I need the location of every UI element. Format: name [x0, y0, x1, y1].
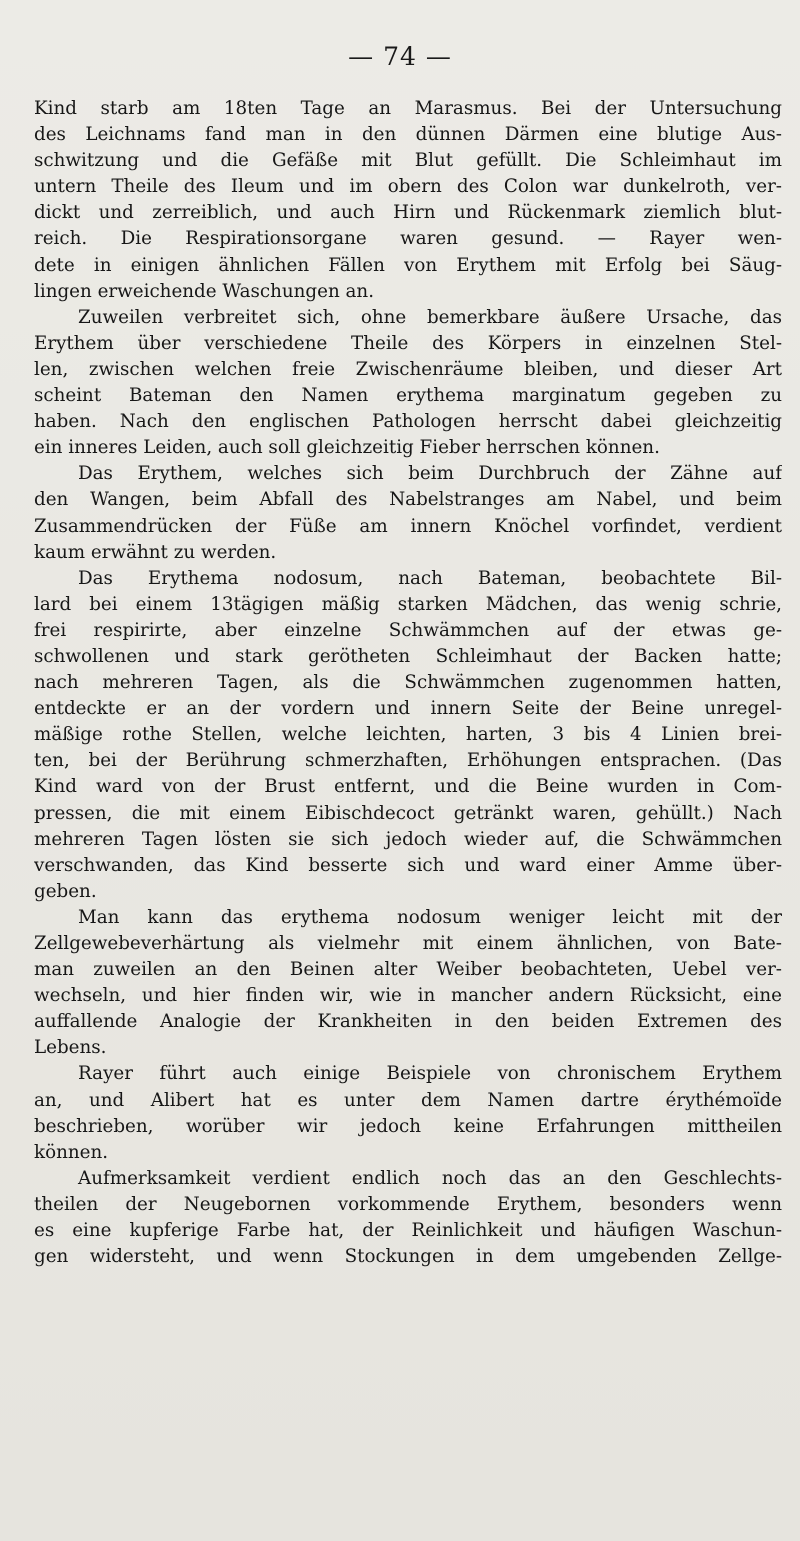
text-line: verschwanden, das Kind besserte sich und ward einer Amme über-: [34, 854, 782, 876]
text-line: frei respirirte, aber einzelne Schwämmchen auf der etwas ge-: [34, 619, 782, 641]
text-line: mehreren Tagen lösten sie sich jedoch wieder auf, die Schwämmchen: [34, 828, 782, 850]
text-line: Aufmerksamkeit verdient endlich noch das an den Geschlechts-: [78, 1167, 782, 1189]
text-line: untern Theile des Ileum und im obern des Colon war dunkelroth, ver-: [34, 176, 782, 198]
text-line: nach mehreren Tagen, als die Schwämmchen zugenommen hatten,: [34, 672, 782, 694]
text-line: dete in einigen ähnlichen Fällen von Erythem mit Erfolg bei Säug-: [34, 254, 782, 276]
text-line: lard bei einem 13tägigen mäßig starken Mädchen, das wenig schrie,: [34, 593, 782, 615]
text-line: pressen, die mit einem Eibischdecoct getränkt waren, gehüllt.) Nach: [34, 802, 782, 824]
text-line: schwitzung und die Gefäße mit Blut gefüllt. Die Schleimhaut im: [34, 150, 782, 172]
page-number: — 74 —: [348, 42, 452, 71]
text-line: Kind starb am 18ten Tage an Marasmus. Bei der Untersuchung: [34, 98, 782, 119]
text-line: an, und Alibert hat es unter dem Namen dartre érythémoïde: [34, 1089, 782, 1111]
page-text: [34, 96, 782, 1270]
text-line: dickt und zerreiblich, und auch Hirn und Rückenmark ziemlich blut-: [34, 202, 782, 224]
text-line: Erythem über verschiedene Theile des Körpers in einzelnen Stel-: [34, 332, 782, 354]
text-line: kaum erwähnt zu werden.: [34, 541, 277, 563]
text-line: den Wangen, beim Abfall des Nabelstranges am Nabel, und beim: [34, 489, 782, 511]
text-line: Kind ward von der Brust entfernt, und die Beine wurden in Com-: [34, 776, 782, 798]
text-line: haben. Nach den englischen Pathologen herrscht dabei gleichzeitig: [34, 411, 782, 433]
text-line: beschrieben, worüber wir jedoch keine Erfahrungen mittheilen: [34, 1115, 782, 1137]
text-line: des Leichnams fand man in den dünnen Därmen eine blutige Aus-: [34, 124, 782, 146]
text-line: auffallende Analogie der Krankheiten in den beiden Extremen des: [34, 1011, 782, 1033]
text-line: Zusammendrücken der Füße am innern Knöchel vorfindet, verdient: [34, 515, 782, 537]
text-line: mäßige rothe Stellen, welche leichten, harten, 3 bis 4 Linien brei-: [34, 724, 782, 746]
text-line: wechseln, und hier finden wir, wie in mancher andern Rücksicht, eine: [34, 985, 782, 1007]
text-line: können.: [34, 1141, 109, 1163]
text-line: gen widersteht, und wenn Stockungen in dem umgebenden Zellge-: [34, 1246, 782, 1268]
text-line: Rayer führt auch einige Beispiele von chronischem Erythem: [78, 1063, 782, 1085]
text-line: Zellgewebeverhärtung als vielmehr mit einem ähnlichen, von Bate-: [34, 933, 782, 954]
text-line: len, zwischen welchen freie Zwischenräume bleiben, und dieser Art: [34, 358, 782, 380]
text-line: Das Erythem, welches sich beim Durchbruch der Zähne auf: [78, 463, 782, 485]
text-line: Man kann das erythema nodosum weniger leicht mit der: [78, 906, 782, 928]
text-line: man zuweilen an den Beinen alter Weiber beobachteten, Uebel ver-: [34, 959, 782, 981]
text-line: ein inneres Leiden, auch soll gleichzeitig Fieber herrschen können.: [34, 437, 660, 459]
text-line: Das Erythema nodosum, nach Bateman, beobachtete Bil-: [78, 567, 782, 589]
text-line: lingen erweichende Waschungen an.: [34, 280, 375, 302]
text-line: reich. Die Respirationsorgane waren gesund. — Rayer wen-: [34, 228, 782, 250]
text-line: schwollenen und stark gerötheten Schleimhaut der Backen hatte;: [34, 645, 782, 667]
text-line: ten, bei der Berührung schmerzhaften, Erhöhungen entsprachen. (Das: [34, 750, 782, 772]
text-line: theilen der Neugebornen vorkommende Erythem, besonders wenn: [34, 1193, 782, 1215]
text-line: es eine kupferige Farbe hat, der Reinlichkeit und häufigen Waschun-: [34, 1220, 782, 1242]
text-line: geben.: [34, 880, 97, 902]
text-line: scheint Bateman den Namen erythema marginatum gegeben zu: [34, 385, 782, 407]
text-line: Zuweilen verbreitet sich, ohne bemerkbare äußere Ursache, das: [78, 306, 782, 328]
text-line: entdeckte er an der vordern und innern Seite der Beine unregel-: [34, 698, 782, 720]
text-line: Lebens.: [34, 1037, 107, 1059]
